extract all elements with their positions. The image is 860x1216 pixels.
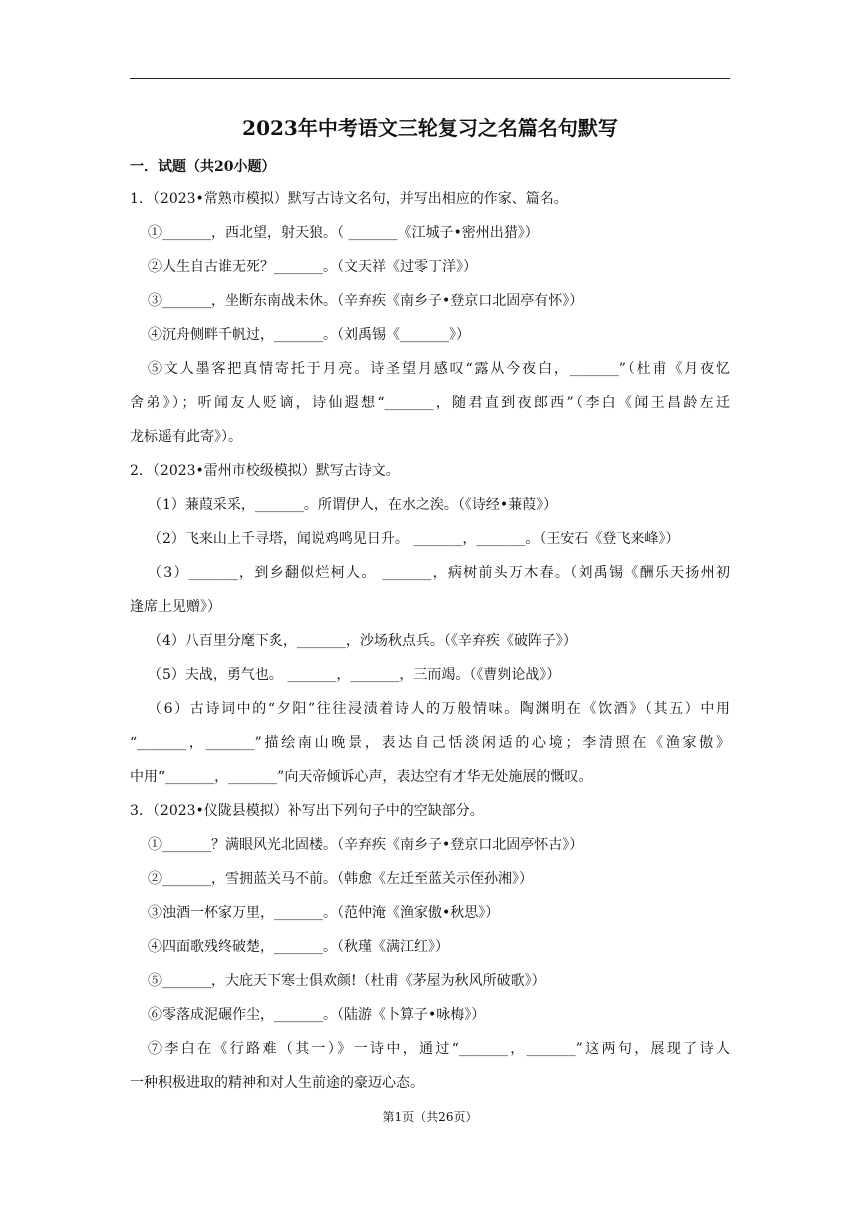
question-stem: 1．（2023•常熟市模拟）默写古诗文名句，并写出相应的作家、篇名。 xyxy=(130,191,568,207)
question-line: ⑦李白在《行路难（其一）》一诗中，通过“_______，_______”这两句，展现了诗人 xyxy=(148,1041,730,1057)
question-line: （4）八百里分麾下炙，_______，沙场秋点兵。（《辛弃疾《破阵子》） xyxy=(148,633,577,649)
question-line: 一种积极进取的精神和对人生前途的豪迈心态。 xyxy=(130,1075,424,1091)
question-line: ⑤_______，大庇天下寒士俱欢颜!（杜甫《茅屋为秋风所破歌》） xyxy=(148,973,546,989)
page-footer: 第1页（共26页） xyxy=(382,1110,478,1124)
question-stem: 3．（2023•仪陇县模拟）补写出下列句子中的空缺部分。 xyxy=(130,803,484,819)
question-line: （2）飞来山上千寻塔，闻说鸡鸣见日升。 _______，_______。（王安石《登飞来峰》） xyxy=(148,531,680,547)
question-line: ④四面歌残终破楚，_______。（秋瑾《满江红》） xyxy=(148,939,449,955)
question-line: ④沉舟侧畔千帆过，_______。（刘禹锡《_______》） xyxy=(148,327,470,343)
question-line: 舍弟》）；听闻友人贬谪，诗仙遐想“_______，随君直到夜郎西”（李白《闻王昌龄左迁 xyxy=(130,395,730,411)
document-title: 2023年中考语文三轮复习之名篇名句默写 xyxy=(242,116,618,140)
section-heading: 一．试题（共20小题） xyxy=(130,159,276,175)
header-rule xyxy=(130,78,730,79)
question-line: ⑥零落成泥碾作尘，_______。（陆游《卜算子•咏梅》） xyxy=(148,1007,486,1023)
question-line: ①_______？满眼风光北固楼。（辛弃疾《南乡子•登京口北固亭怀古》） xyxy=(148,837,584,853)
question-line: ③_______，坐断东南战未休。（辛弃疾《南乡子•登京口北固亭有怀》） xyxy=(148,293,584,309)
question-stem: 2．（2023•雷州市校级模拟）默写古诗文。 xyxy=(130,463,400,479)
question-line: 中用“_______，_______”向天帝倾诉心声，表达空有才华无处施展的慨叹。 xyxy=(130,769,593,785)
question-line: ①_______，西北望，射天狼。（ _______《江城子•密州出猎》） xyxy=(148,225,539,241)
question-line: ③浊酒一杯家万里，_______。（范仲淹《渔家傲•秋思》） xyxy=(148,905,500,921)
question-line: （6）古诗词中的“夕阳”往往浸渍着诗人的万般情味。陶渊明在《饮酒》（其五）中用 xyxy=(148,701,730,717)
document-body xyxy=(130,152,730,1100)
question-line: ②_______，雪拥蓝关马不前。（韩愈《左迁至蓝关示侄孙湘》） xyxy=(148,871,533,887)
question-line: ⑤文人墨客把真情寄托于月亮。诗圣望月感叹“露从今夜白，_______”（杜甫《月夜忆 xyxy=(148,361,730,377)
question-line: ②人生自古谁无死？_______。（文天祥《过零丁洋》） xyxy=(148,259,477,275)
question-line: 龙标遥有此寄》）。 xyxy=(130,429,242,445)
question-line: “_______，_______”描绘南山晚景，表达自己恬淡闲适的心境；李清照在《渔家傲》 xyxy=(130,735,730,751)
question-line: （5）夫战，勇气也。 _______，_______，三而竭。（《曹刿论战》） xyxy=(148,667,561,683)
question-line: （3）_______，到乡翻似烂柯人。 _______，病树前头万木春。（刘禹锡《酬乐天扬州初 xyxy=(148,565,730,581)
question-line: 逢席上见赠》） xyxy=(130,599,221,615)
question-list xyxy=(130,182,730,1100)
question-line: （1）蒹葭采采，_______。所谓伊人，在水之涘。（《诗经•蒹葭》） xyxy=(148,497,558,513)
